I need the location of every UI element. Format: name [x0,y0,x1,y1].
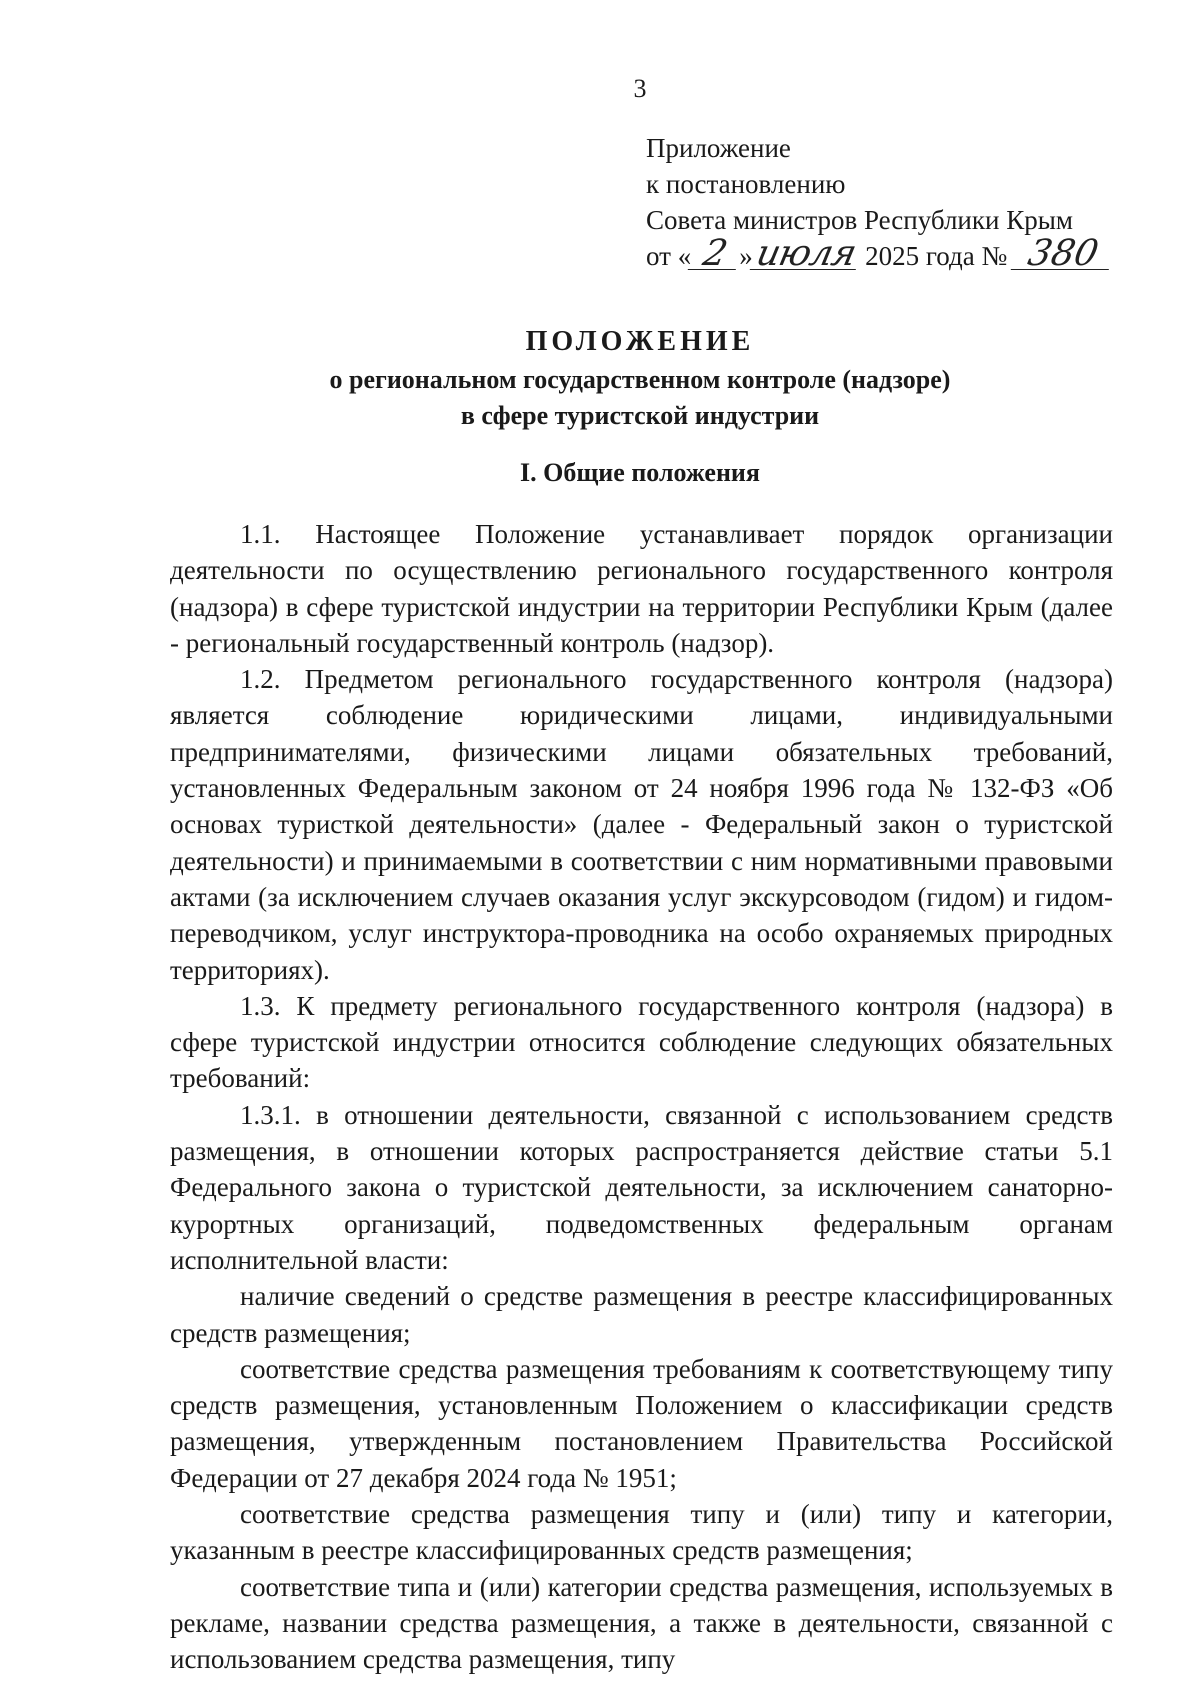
section-heading: I. Общие положения [520,458,760,487]
document-title: ПОЛОЖЕНИЕ [525,326,755,357]
appendix-block [646,130,1112,274]
page-number: 3 [633,74,647,103]
date-mid: » [739,241,753,271]
paragraph: 1.3. К предмету регионального государственного контроля (надзора) в сфере туристской индустрии относится соблюдение следующих обязательных требований: [170,990,1113,1094]
date-year: 2025 года № [858,241,1014,271]
appendix-line-1: Приложение [646,133,791,163]
appendix-line-3: Совета министров Республики Крым [646,205,1073,235]
appendix-date-line [646,233,1112,274]
paragraph: соответствие средства размещения типу и (или) типу и категории, указанным в реестре классифицированных средств размещения; [170,1499,1113,1566]
appendix-line-2: к постановлению [646,169,846,199]
handwritten-day: 2 [688,239,743,270]
subtitle-line-1: о региональном государственном контроле (надзоре) [329,365,951,394]
paragraph: наличие сведений о средстве размещения в реестре классифицированных средств размещения; [170,1281,1113,1348]
subtitle-line-2: в сфере туристской индустрии [460,401,820,430]
date-prefix: от « [646,241,692,271]
handwritten-month: июля [749,239,861,270]
document-subtitle [0,362,1200,434]
paragraph: 1.3.1. в отношении деятельности, связанной с использованием средств размещения, в отношении которых распространяется действие статьи 5.1 Федерального закона о туристской деятельности, за исключением санаторно-курортных организаций, подведомственных федеральным органам исполнительной власти: [170,1099,1113,1275]
paragraph: соответствие средства размещения требованиям к соответствующему типу средств размещения, установленным Положением о классификации средств размещения, утвержденным постановлением Правительства Российской Федерации от 27 декабря 2024 года № 1951; [170,1353,1113,1493]
paragraph: 1.2. Предметом регионального государственного контроля (надзора) является соблюдение юридическими лицами, индивидуальными предпринимателями, физическими лицами обязательных требований, установленных Федеральным законом от 24 ноября 1996 года № 132-ФЗ «Об основах туристкой деятельности» (далее - Федеральный закон о туристской деятельности) и принимаемыми в соответствии с ним нормативными правовыми актами (за исключением случаев оказания услуг экскурсоводом (гидом) и гидом-переводчиком, услуг инструктора-проводника на особо охраняемых природных территориях). [170,664,1113,985]
paragraph: 1.1. Настоящее Положение устанавливает порядок организации деятельности по осуществлению регионального государственного контроля (надзора) в сфере туристской индустрии на территории Республики Крым (далее - региональный государственный контроль (надзор). [170,519,1113,658]
handwritten-doc-number: 380 [1011,239,1116,270]
paragraph: соответствие типа и (или) категории средства размещения, используемых в рекламе, названии средства размещения, а также в деятельности, связанной с использованием средства размещения, типу [170,1571,1113,1675]
body-text [170,516,1113,1678]
